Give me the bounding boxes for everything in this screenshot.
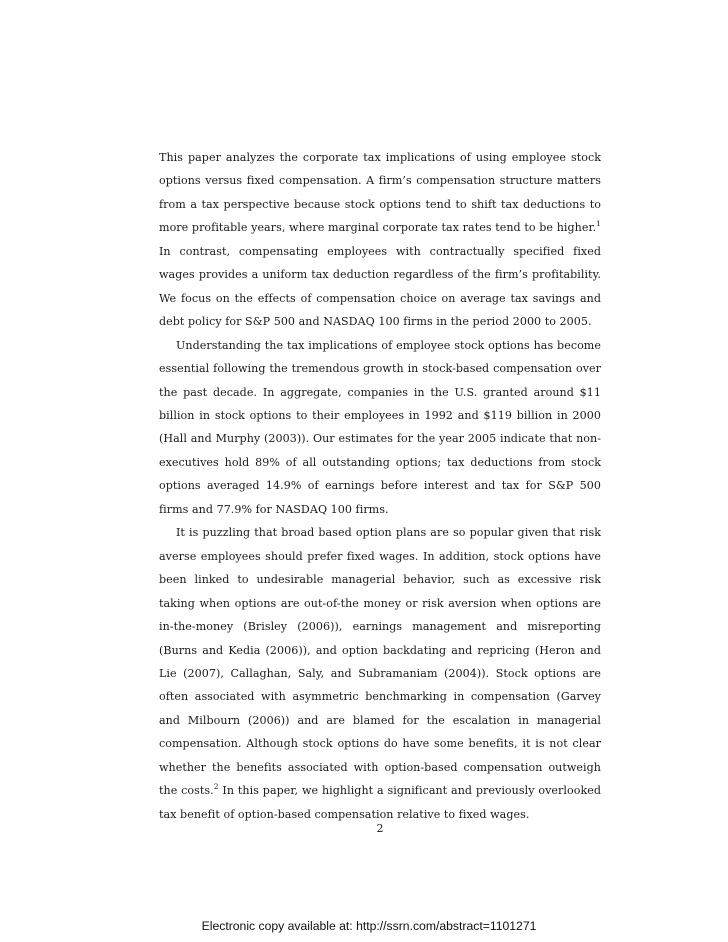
body-text (159, 146, 601, 826)
paragraph-1-text-a: This paper analyzes the corporate tax implications of using employee stock options versus fixed compensation. A firm’s compensation structure matters from a tax perspective because stock options tend to shift tax deductions to more profitable years, where marginal corporate tax rates tend to be higher. (159, 151, 601, 235)
ssrn-footer: Electronic copy available at: http://ssrn.com/abstract=1101271 (201, 919, 537, 933)
paragraph-1 (159, 146, 601, 334)
page-number: 2 (376, 822, 384, 835)
paragraph-3 (159, 521, 601, 826)
footnote-marker-2: 2 (213, 782, 219, 792)
paragraph-1-text-b: In contrast, compensating employees with contractually specified fixed wages provides a uniform tax deduction regardless of the firm’s profitability. We focus on the effects of compensation choice on average tax savings and debt policy for S&P 500 and NASDAQ 100 firms in the period 2000 to 2005. (159, 244, 601, 329)
footnote-marker-1: 1 (596, 219, 601, 229)
paragraph-3-text-a: It is puzzling that broad based option plans are so popular given that risk averse employees should prefer fixed wages. In addition, stock options have been linked to undesirable managerial behavior, such as excessive risk taking when options are out-of-the money or risk aversion when options are in-the-money (Brisley (2006)), earnings management and misreporting (Burns and Kedia (2006)), and option backdating and repricing (Heron and Lie (2007), Callaghan, Saly, and Subramaniam (2004)). Stock options are often associated with asymmetric benchmarking in compensation (Garvey and Milbourn (2006)) and are blamed for the escalation in managerial compensation. Although stock options do have some benefits, it is not clear whether the benefits associated with option-based compensation outweigh the costs. (159, 526, 601, 798)
paragraph-2: Understanding the tax implications of employee stock options has become essential following the tremendous growth in stock-based compensation over the past decade. In aggregate, companies in the U.S. granted around $11 billion in stock options to their employees in 1992 and $119 billion in 2000 (Hall and Murphy (2003)). Our estimates for the year 2005 indicate that non-executives hold 89% of all outstanding options; tax deductions from stock options averaged 14.9% of earnings before interest and tax for S&P 500 firms and 77.9% for NASDAQ 100 firms. (159, 338, 601, 516)
paragraph-3-text-b: In this paper, we highlight a significant and previously overlooked tax benefit of option-based compensation relative to fixed wages. (159, 784, 601, 821)
